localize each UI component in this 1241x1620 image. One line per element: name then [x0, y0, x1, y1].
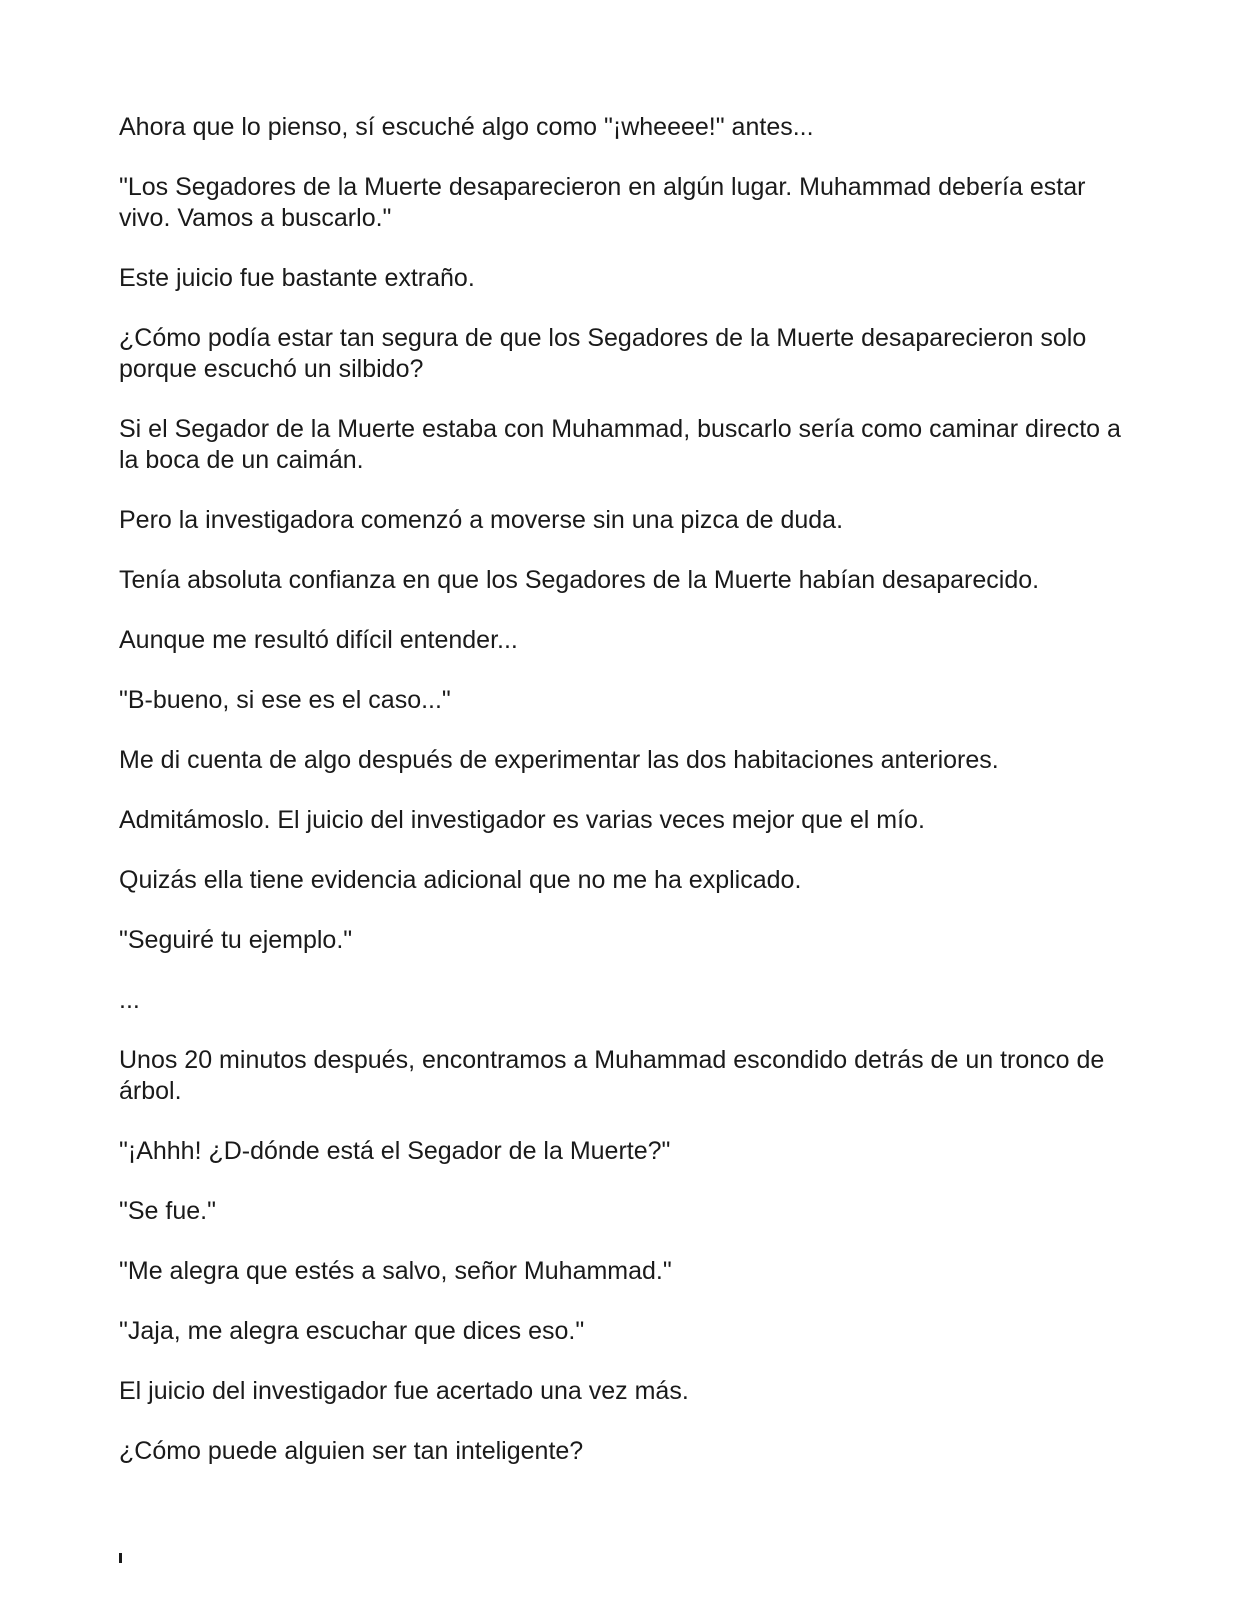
paragraph: Quizás ella tiene evidencia adicional que no me ha explicado. — [119, 866, 802, 894]
paragraph: "Se fue." — [119, 1197, 216, 1225]
paragraph: "¡Ahhh! ¿D-dónde está el Segador de la Muerte?" — [119, 1137, 671, 1165]
paragraph: "Jaja, me alegra escuchar que dices eso." — [119, 1317, 585, 1345]
paragraph: ¿Cómo puede alguien ser tan inteligente? — [119, 1437, 584, 1465]
paragraph: Unos 20 minutos después, encontramos a Muhammad escondido detrás de un tronco de árbol. — [119, 1046, 1105, 1105]
paragraph: Aunque me resultó difícil entender... — [119, 626, 518, 654]
scene-break: ... — [119, 986, 140, 1014]
paragraph: ¿Cómo podía estar tan segura de que los Segadores de la Muerte desaparecieron solo porque escuchó un silbido? — [119, 324, 1087, 383]
paragraph: "Seguiré tu ejemplo." — [119, 926, 353, 954]
paragraph: Admitámoslo. El juicio del investigador es varias veces mejor que el mío. — [119, 806, 925, 834]
paragraph: Si el Segador de la Muerte estaba con Muhammad, buscarlo sería como caminar directo a la boca de un caimán. — [119, 415, 1121, 474]
paragraph: Este juicio fue bastante extraño. — [119, 264, 475, 292]
paragraph: Ahora que lo pienso, sí escuché algo como "¡wheeee!" antes... — [119, 113, 814, 141]
document-body — [119, 112, 1129, 1496]
paragraph: "Me alegra que estés a salvo, señor Muhammad." — [119, 1257, 672, 1285]
paragraph: Me di cuenta de algo después de experimentar las dos habitaciones anteriores. — [119, 746, 999, 774]
paragraph: El juicio del investigador fue acertado una vez más. — [119, 1377, 689, 1405]
stray-mark — [119, 1553, 122, 1563]
paragraph: Pero la investigadora comenzó a moverse sin una pizca de duda. — [119, 506, 844, 534]
paragraph: Tenía absoluta confianza en que los Segadores de la Muerte habían desaparecido. — [119, 566, 1040, 594]
paragraph: "B-bueno, si ese es el caso..." — [119, 686, 451, 714]
paragraph: "Los Segadores de la Muerte desaparecieron en algún lugar. Muhammad debería estar vivo. Vamos a buscarlo." — [119, 173, 1086, 232]
